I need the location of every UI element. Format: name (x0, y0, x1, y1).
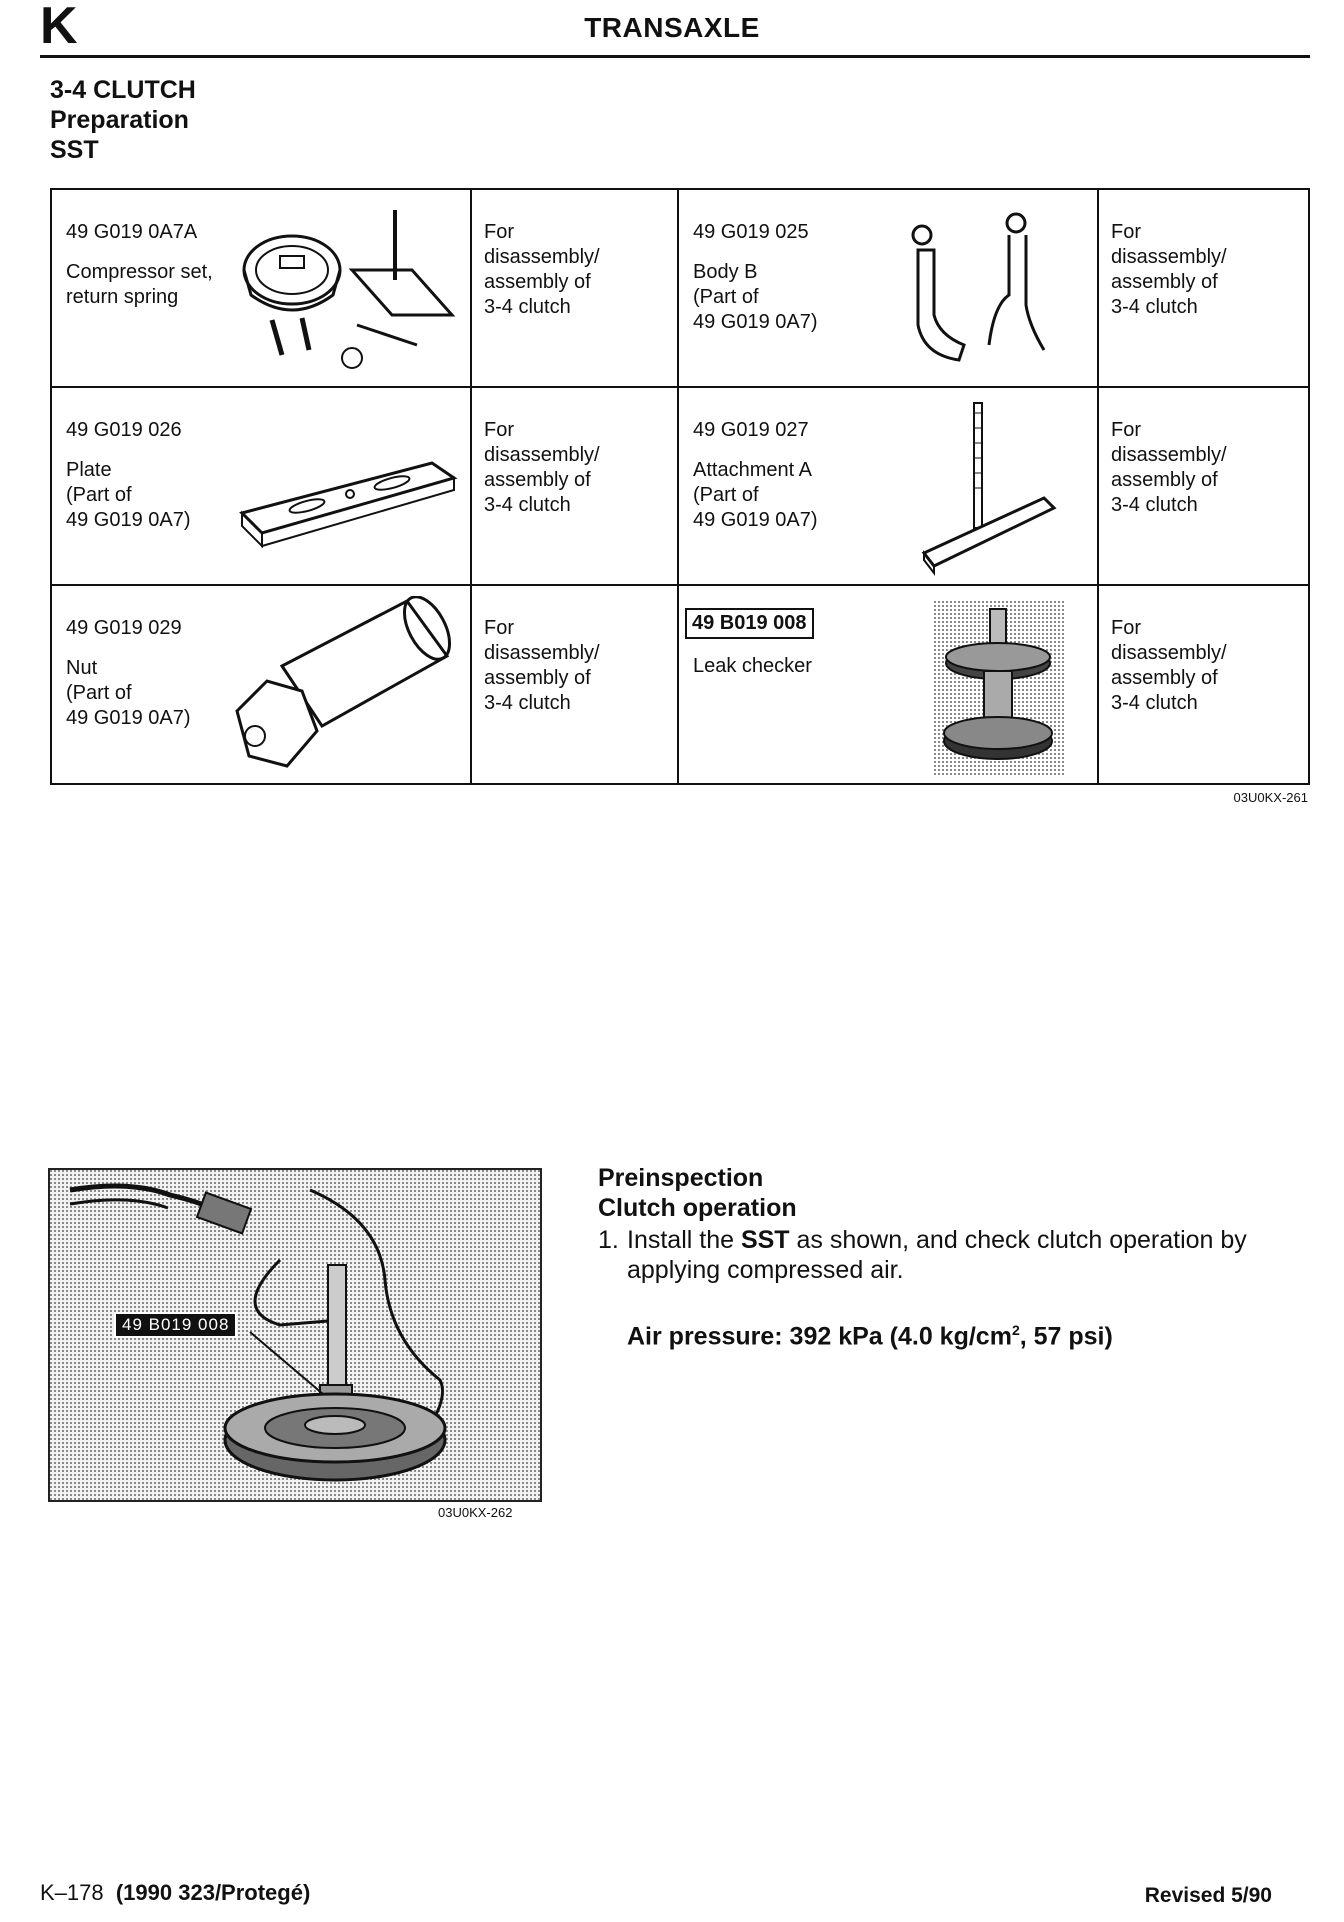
tool-name-line: 49 G019 0A7) (693, 311, 818, 333)
tool-part-number: 49 G019 0A7A (66, 221, 198, 243)
tool-use-cell (1098, 585, 1309, 784)
tool-name-line: Body B (693, 261, 758, 283)
section-letter: K (40, 0, 78, 55)
compressor-set-icon (237, 200, 462, 380)
tool-use-line: assembly of (1111, 271, 1218, 293)
tool-use-line: 3-4 clutch (484, 296, 571, 318)
table-row (51, 585, 1309, 784)
footer-page-number: K–178 (40, 1880, 104, 1905)
tool-use-cell (471, 387, 678, 585)
step-text-sst: SST (740, 1226, 790, 1254)
table-row (51, 387, 1309, 585)
tool-name-line: 49 G019 0A7) (66, 509, 191, 531)
air-pressure-rest: , 57 psi) (1019, 1322, 1113, 1351)
footer-revised: Revised 5/90 (1144, 1884, 1272, 1907)
step-number: 1. (598, 1226, 619, 1254)
tool-use-line: disassembly/ (484, 444, 600, 466)
step-text-part: as shown, and check clutch operation by (789, 1226, 1247, 1254)
tool-use-line: For (1111, 617, 1141, 639)
tool-use-cell (1098, 189, 1309, 387)
tool-name-line: Attachment A (693, 459, 812, 481)
table-row (51, 189, 1309, 387)
tool-cell (678, 189, 1098, 387)
tool-name-line: Plate (66, 459, 112, 481)
tool-name-line: (Part of (66, 484, 132, 506)
air-pressure-superscript: 2 (1011, 1322, 1020, 1338)
tool-use-line: For (1111, 419, 1141, 441)
figure-ref-table: 03U0KX-261 (1233, 790, 1308, 805)
nut-icon (227, 596, 462, 776)
page-title: TRANSAXLE (584, 12, 760, 43)
tool-name-line: Nut (66, 657, 98, 679)
tool-use-line: disassembly/ (1111, 444, 1227, 466)
tool-use-line: assembly of (1111, 667, 1218, 689)
air-pressure-label: Air pressure: 392 kPa (4.0 kg/cm (627, 1322, 1012, 1351)
tool-name-line: (Part of (693, 484, 759, 506)
tool-name-line: Compressor set, (66, 261, 213, 283)
photo-callout-label: 49 B019 008 (114, 1312, 237, 1338)
tool-use-cell (1098, 387, 1309, 585)
tool-use-cell (471, 585, 678, 784)
tool-use-line: disassembly/ (484, 246, 600, 268)
tool-cell (51, 387, 471, 585)
step-text-line2: applying compressed air. (627, 1256, 904, 1284)
step-text-part: Install the (627, 1226, 741, 1254)
preinspection-heading: Preinspection (598, 1164, 764, 1192)
tool-name-line: (Part of (693, 286, 759, 308)
figure-ref-photo: 03U0KX-262 (438, 1505, 513, 1520)
tool-name-line: return spring (66, 286, 179, 308)
leak-check-photo (48, 1168, 542, 1502)
tool-use-line: For (484, 617, 514, 639)
tool-use-line: disassembly/ (1111, 642, 1227, 664)
header-rule (40, 55, 1310, 58)
tool-cell (678, 387, 1098, 585)
section-heading: 3-4 CLUTCH (50, 76, 196, 104)
tool-use-line: 3-4 clutch (1111, 494, 1198, 516)
tool-use-line: For (484, 419, 514, 441)
tool-name-line: 49 G019 0A7) (66, 707, 191, 729)
tool-part-number: 49 G019 029 (66, 617, 182, 639)
attachment-a-icon (914, 398, 1064, 578)
tool-use-line: assembly of (1111, 469, 1218, 491)
clutch-operation-heading: Clutch operation (598, 1194, 797, 1222)
tool-use-line: For (484, 221, 514, 243)
tool-use-line: assembly of (484, 271, 591, 293)
tool-cell (678, 585, 1098, 784)
tool-use-line: assembly of (484, 469, 591, 491)
tool-use-line: assembly of (484, 667, 591, 689)
footer-model: (1990 323/Protegé) (115, 1880, 311, 1905)
tool-part-number: 49 B019 008 (685, 608, 814, 639)
tool-use-line: For (1111, 221, 1141, 243)
tool-use-line: 3-4 clutch (484, 494, 571, 516)
tool-name-line: Leak checker (693, 655, 812, 677)
tool-cell (51, 189, 471, 387)
tool-use-line: 3-4 clutch (1111, 692, 1198, 714)
tool-use-line: 3-4 clutch (484, 692, 571, 714)
tool-use-line: disassembly/ (1111, 246, 1227, 268)
tool-part-number: 49 G019 026 (66, 419, 182, 441)
tool-part-number: 49 G019 027 (693, 419, 809, 441)
tool-name-line: (Part of (66, 682, 132, 704)
step-text (627, 1225, 1247, 1255)
tool-use-line: disassembly/ (484, 642, 600, 664)
tool-part-number: 49 G019 025 (693, 221, 809, 243)
footer-page-info (40, 1880, 310, 1906)
air-pressure-spec (627, 1315, 1113, 1351)
leak-checker-icon (934, 601, 1064, 776)
tool-name-line: 49 G019 0A7) (693, 509, 818, 531)
tool-use-line: 3-4 clutch (1111, 296, 1198, 318)
sst-table (50, 188, 1310, 785)
tool-use-cell (471, 189, 678, 387)
tool-cell (51, 585, 471, 784)
sst-heading: SST (50, 136, 99, 164)
plate-icon (232, 448, 462, 558)
body-b-icon (904, 205, 1054, 375)
preparation-heading: Preparation (50, 106, 189, 134)
